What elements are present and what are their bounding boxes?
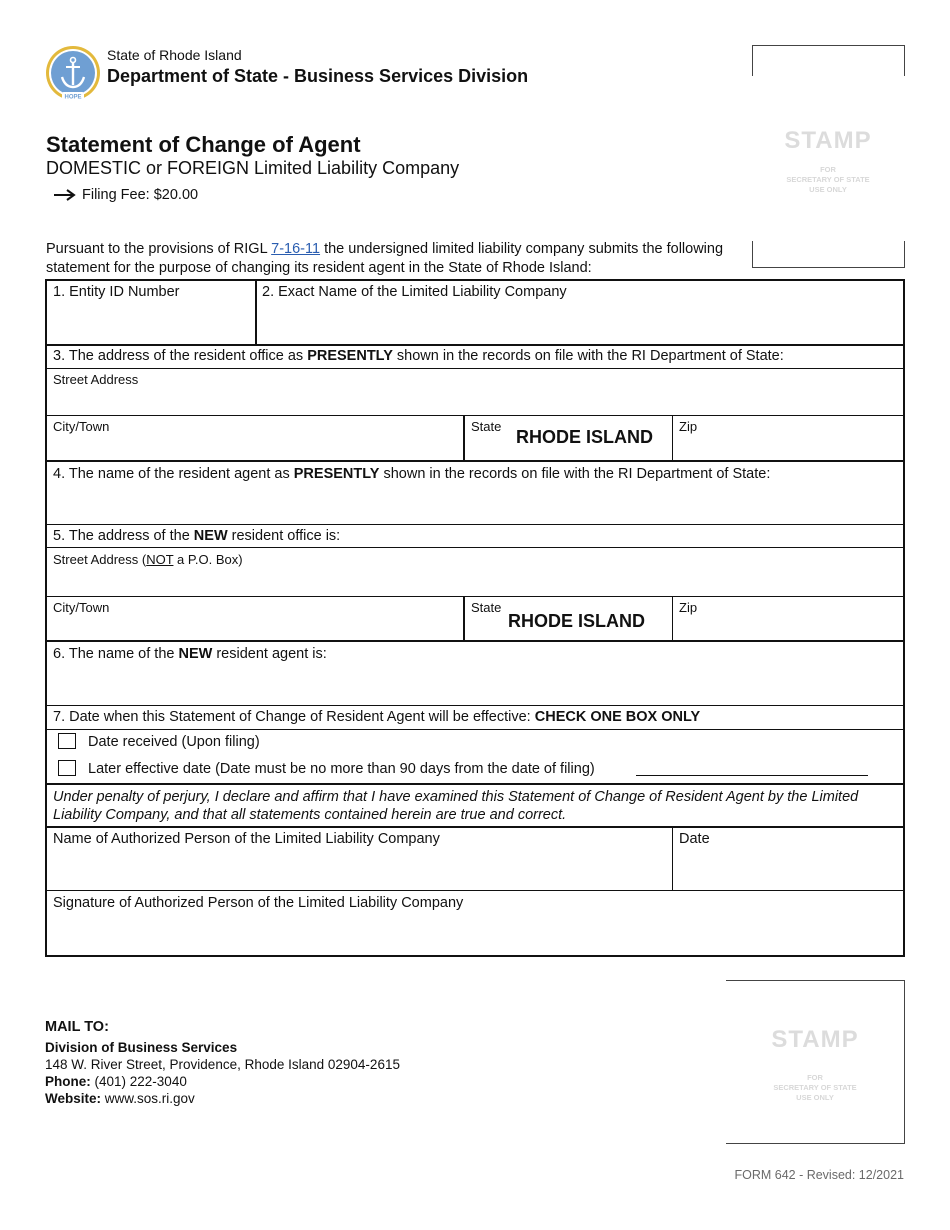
present-zip-field[interactable]: Zip — [679, 419, 698, 434]
mail-to-block — [45, 1019, 400, 1107]
later-date-label: Later effective date (Date must be no more than 90 days from the date of filing) — [88, 761, 595, 777]
date-received-checkbox[interactable] — [58, 733, 76, 749]
q7-heading: 7. Date when this Statement of Change of Resident Agent will be effective: CHECK ONE BOX ONLY — [53, 709, 701, 725]
date-received-label: Date received (Upon filing) — [88, 734, 260, 750]
stamp-label-bottom: STAMP — [771, 1026, 859, 1053]
exact-name-field[interactable]: 2. Exact Name of the Limited Liability Company — [262, 284, 567, 300]
stamp-box-top — [752, 45, 904, 267]
mail-to-title: MAIL TO: — [45, 1019, 109, 1035]
stamp-box-bottom — [726, 980, 905, 1144]
present-street-address-field[interactable]: Street Address — [53, 372, 139, 387]
form-table — [45, 279, 905, 957]
perjury-statement: Under penalty of perjury, I declare and affirm that I have examined this Statement of Change of Resident Agent by the Limited Liability Company, and that all statements contained herein are true and correct. — [53, 789, 859, 823]
svg-text:HOPE: HOPE — [64, 94, 82, 101]
new-agent-field[interactable]: 6. The name of the NEW resident agent is: — [53, 646, 327, 662]
filing-fee-text: Filing Fee: $20.00 — [82, 187, 199, 203]
new-street-address-field[interactable]: Street Address (NOT a P.O. Box) — [53, 552, 243, 567]
later-date-checkbox[interactable] — [58, 760, 76, 776]
mail-address: 148 W. River Street, Providence, Rhode Island 02904-2615 — [45, 1057, 400, 1072]
new-zip-field[interactable]: Zip — [679, 600, 698, 615]
q5-heading: 5. The address of the NEW resident office is: — [53, 528, 341, 544]
authorized-name-field[interactable]: Name of Authorized Person of the Limited Liability Company — [53, 831, 440, 847]
new-state-value: RHODE ISLAND — [508, 611, 646, 631]
rigl-link[interactable]: 7-16-11 — [271, 241, 321, 257]
later-date-input[interactable] — [636, 775, 868, 776]
stamp-note: FOR SECRETARY OF STATE USE ONLY — [786, 165, 870, 194]
new-state-field: State — [471, 600, 502, 615]
division-name: Division of Business Services — [45, 1040, 238, 1055]
stamp-label: STAMP — [784, 127, 872, 154]
department-name: Department of State - Business Services Division — [107, 66, 529, 86]
new-city-field[interactable]: City/Town — [53, 600, 110, 615]
signature-field[interactable]: Signature of Authorized Person of the Limited Liability Company — [53, 895, 464, 911]
phone-line: Phone: (401) 222-3040 — [45, 1074, 187, 1089]
intro-paragraph: Pursuant to the provisions of RIGL 7-16-11 the undersigned limited liability company submits the following statement for the purpose of changing its resident agent in the State of Rhode Island: — [46, 241, 724, 276]
present-agent-field[interactable]: 4. The name of the resident agent as PRESENTLY shown in the records on file with the RI Department of State: — [53, 466, 771, 482]
present-city-field[interactable]: City/Town — [53, 419, 110, 434]
filing-fee — [54, 187, 198, 203]
website-link[interactable]: www.sos.ri.gov — [104, 1091, 195, 1106]
stamp-note-bottom: FOR SECRETARY OF STATE USE ONLY — [773, 1073, 857, 1102]
page-title: Statement of Change of Agent — [46, 132, 361, 157]
form-number: FORM 642 - Revised: 12/2021 — [734, 1168, 904, 1182]
present-state-value: RHODE ISLAND — [516, 427, 654, 447]
entity-id-field[interactable]: 1. Entity ID Number — [53, 284, 180, 300]
q3-heading: 3. The address of the resident office as PRESENTLY shown in the records on file with the RI Department of State: — [53, 348, 784, 364]
present-state-field: State — [471, 419, 502, 434]
date-field[interactable]: Date — [679, 831, 710, 847]
state-name: State of Rhode Island — [107, 47, 242, 63]
state-seal-logo — [45, 45, 101, 101]
arrow-right-icon — [54, 189, 76, 201]
website-line: Website: www.sos.ri.gov — [45, 1091, 195, 1106]
page-subtitle: DOMESTIC or FOREIGN Limited Liability Company — [46, 158, 460, 178]
